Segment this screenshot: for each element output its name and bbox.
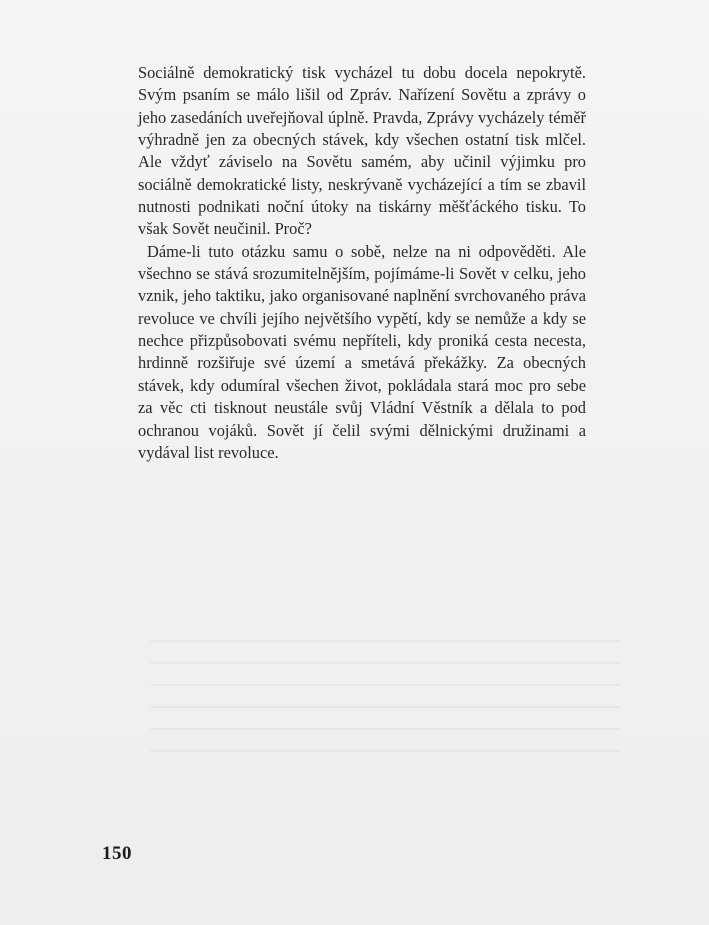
show-through-line [150, 662, 620, 664]
show-through-line [150, 750, 620, 752]
paragraph: Sociálně demokratický tisk vycházel tu dobu docela nepokrytě. Svým psaním se málo lišil od Zpráv. Nařízení Sovětu a zprávy o jeho zasedáních uveřejňoval úplně. Pravda, Zprávy vycházely téměř výhradně jen za obecných stávek, kdy všechen ostatní tisk mlčel. Ale vždyť záviselo na Sovětu samém, aby učinil výjimku pro sociálně demokratické listy, neskrývaně vycházející a tím se zbavil nutnosti podnikati noční útoky na tiskárny měšťáckého tisku. To však Sovět neučinil. Proč? [138, 63, 586, 239]
page-number: 150 [102, 843, 132, 864]
body-text [138, 62, 586, 464]
show-through-line [150, 684, 620, 686]
show-through-texture [150, 620, 620, 800]
show-through-line [150, 728, 620, 730]
show-through-line [150, 640, 620, 642]
paragraph: Dáme-li tuto otázku samu o sobě, nelze na ni odpověděti. Ale všechno se stává srozumitelnějším, pojímáme-li Sovět v celku, jeho vznik, jeho taktiku, jako organisované naplnění svrchovaného práva revoluce ve chvíli jejího největšího vypětí, kdy se nemůže a kdy se nechce přizpůsobovati svému nepříteli, kdy proniká cesta necesta, hrdinně rozšiřuje své území a smetává překážky. Za obecných stávek, kdy odumíral všechen život, pokládala stará moc pro sebe za věc cti tisknout neustále svůj Vládní Věstník a dělala to pod ochranou vojáků. Sovět jí čelil svými dělnickými družinami a vydával list revoluce. [138, 241, 586, 462]
show-through-line [150, 706, 620, 708]
